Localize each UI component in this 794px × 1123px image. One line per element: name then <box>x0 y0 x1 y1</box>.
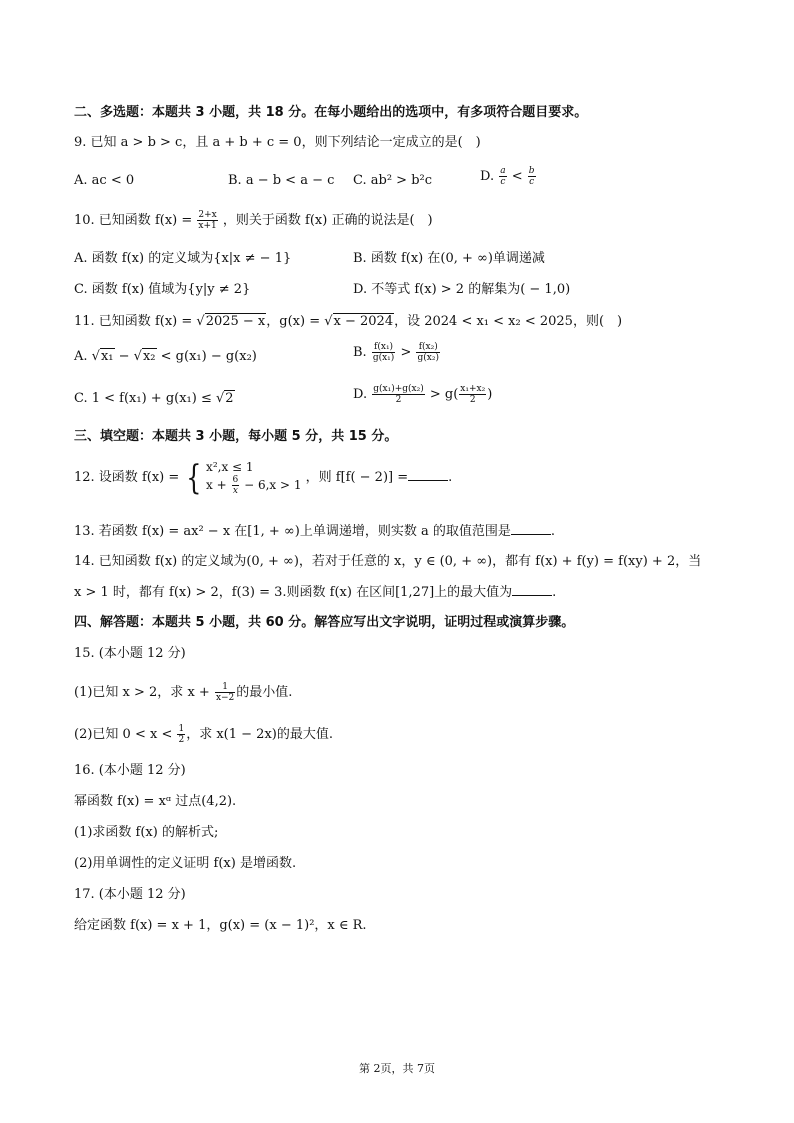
stem-text: . <box>552 585 557 600</box>
question-11-stem: 11. 已知函数 f(x) = √2025 − x，g(x) = √x − 2024，设 2024 < x₁ < x₂ < 2025，则( ) <box>74 314 623 329</box>
fraction <box>416 342 439 363</box>
question-11-option-c: C. 1 < f(x₁) + g(x₁) ≤ √2 <box>74 391 234 406</box>
fraction-denominator: x <box>232 486 238 496</box>
stem-text: ，求 x(1 − 2x)的最大值. <box>186 727 333 742</box>
question-15-part-1 <box>74 682 292 703</box>
answer-blank <box>511 522 551 535</box>
fraction-numerator: f(x₂) <box>416 342 439 353</box>
stem-text: 12. 设函数 f(x) = <box>74 470 180 485</box>
option-text: C. 1 < f(x₁) + g(x₁) ≤ <box>74 391 212 406</box>
stem-text: (2)已知 0 < x < <box>74 727 173 742</box>
option-d-label: D. <box>480 169 495 184</box>
question-9-option-a: A. ac < 0 <box>74 173 135 188</box>
fraction-denominator: g(x₁) <box>372 353 395 363</box>
fraction-numerator: 2+x <box>198 210 217 220</box>
fraction <box>459 384 486 405</box>
fraction <box>499 166 506 187</box>
operator: < <box>511 169 523 184</box>
section-multiple-choice-heading: 二、多选题：本题共 3 小题，共 18 分。在每小题给出的选项中，有多项符合题目要求。 <box>74 105 588 120</box>
sqrt-radicand: x₁ <box>100 349 114 364</box>
fraction-denominator: c <box>500 177 506 187</box>
question-11-option-d <box>353 384 492 405</box>
fraction-denominator: 2 <box>395 395 402 405</box>
fraction <box>197 210 217 231</box>
fraction-numerator: 1 <box>215 682 235 693</box>
stem-text: ，则关于函数 f(x) 正确的说法是( ) <box>222 213 433 228</box>
question-14-line-1: 14. 已知函数 f(x) 的定义域为(0, + ∞)，若对于任意的 x，y ∈ (0, + ∞)，都有 f(x) + f(y) = f(xy) + 2，当 <box>74 554 702 569</box>
sqrt-radicand: x − 2024 <box>333 314 394 329</box>
question-15-title: 15. (本小题 12 分) <box>74 646 186 661</box>
case-text: − 6,x > 1 <box>244 478 302 492</box>
fraction-numerator: a <box>500 166 506 176</box>
fraction-numerator: 1 <box>178 724 185 734</box>
fraction-denominator: c <box>529 177 535 187</box>
operator: ) <box>487 387 493 402</box>
option-d-label: D. <box>353 387 368 402</box>
case-1: x²,x ≤ 1 <box>206 460 254 474</box>
section-answer-heading: 四、解答题：本题共 5 小题，共 60 分。解答应写出文字说明，证明过程或演算步骤。 <box>74 615 575 630</box>
case-text: x + <box>206 478 227 492</box>
answer-blank <box>408 468 448 481</box>
left-brace: { <box>186 457 202 498</box>
fraction <box>215 682 235 703</box>
question-15-part-2 <box>74 724 333 745</box>
option-b-label: B. <box>353 345 367 360</box>
stem-text: . <box>550 524 555 539</box>
fraction <box>372 384 424 405</box>
stem-text: ，g(x) = <box>266 314 321 329</box>
question-10-option-b: B. 函数 f(x) 在(0, + ∞)单调递减 <box>353 251 545 266</box>
question-16-line-3: (2)用单调性的定义证明 f(x) 是增函数. <box>74 856 297 871</box>
question-11-option-b <box>353 342 441 363</box>
fraction-denominator: x+1 <box>198 221 217 231</box>
stem-text: 11. 已知函数 f(x) = <box>74 314 193 329</box>
stem-text: . <box>448 470 453 485</box>
stem-text: ，则 f[f( − 2)] = <box>305 470 409 485</box>
question-16-title: 16. (本小题 12 分) <box>74 763 186 778</box>
fraction-numerator: x₁+x₂ <box>460 384 486 394</box>
piecewise-cases <box>206 459 301 496</box>
fraction <box>372 342 395 363</box>
stem-text: ，设 2024 < x₁ < x₂ < 2025，则( ) <box>394 314 623 329</box>
question-14-line-2 <box>74 583 556 602</box>
question-17-line-1: 给定函数 f(x) = x + 1，g(x) = (x − 1)²，x ∈ R. <box>74 918 367 933</box>
question-17-title: 17. (本小题 12 分) <box>74 887 186 902</box>
case-2 <box>206 475 301 496</box>
answer-blank <box>512 583 552 596</box>
stem-text: 10. 已知函数 f(x) = <box>74 213 193 228</box>
sqrt-radicand: 2025 − x <box>205 314 266 329</box>
question-9-option-d <box>480 166 537 187</box>
fraction <box>177 724 185 745</box>
fraction-numerator: b <box>528 166 535 176</box>
question-16-line-1: 幂函数 f(x) = xᵅ 过点(4,2). <box>74 794 237 809</box>
stem-text: (1)已知 x > 2，求 x + <box>74 685 210 700</box>
page-footer: 第 2页，共 7页 <box>359 1062 435 1075</box>
section-fill-in-heading: 三、填空题：本题共 3 小题，每小题 5 分，共 15 分。 <box>74 429 398 444</box>
fraction-numerator: g(x₁)+g(x₂) <box>373 384 424 394</box>
fraction-numerator: 6 <box>232 475 239 485</box>
question-10-stem <box>74 210 433 231</box>
stem-text: x > 1 时，都有 f(x) > 2，f(3) = 3.则函数 f(x) 在区间[1,27]上的最大值为 <box>74 585 513 600</box>
stem-text: 13. 若函数 f(x) = ax² − x 在[1, + ∞)上单调递增，则实数 a 的取值范围是 <box>74 524 511 539</box>
fraction-numerator: f(x₁) <box>372 342 395 353</box>
sqrt-radicand: x₂ <box>142 349 156 364</box>
question-9-stem: 9. 已知 a > b > c，且 a + b + c = 0，则下列结论一定成立的是( ) <box>74 135 481 150</box>
question-16-line-2: (1)求函数 f(x) 的解析式; <box>74 825 219 840</box>
question-10-option-a: A. 函数 f(x) 的定义域为{x|x ≠ − 1} <box>74 251 292 266</box>
question-10-option-d: D. 不等式 f(x) > 2 的解集为( − 1,0) <box>353 282 571 297</box>
question-9-option-b: B. a − b < a − c <box>228 173 335 188</box>
option-text: < g(x₁) − g(x₂) <box>160 349 257 364</box>
fraction-denominator: 2 <box>178 735 185 745</box>
operator: > g( <box>429 387 459 402</box>
stem-text: 的最小值. <box>236 685 293 700</box>
option-a-label: A. <box>74 349 88 364</box>
question-13-stem <box>74 522 555 541</box>
question-11-option-a: A. √x₁ − √x₂ < g(x₁) − g(x₂) <box>74 349 257 364</box>
fraction <box>232 475 240 496</box>
sqrt-radicand: 2 <box>225 391 234 406</box>
fraction-denominator: 2 <box>469 395 476 405</box>
operator: > <box>400 345 412 360</box>
question-9-option-c: C. ab² > b²c <box>353 173 433 188</box>
fraction <box>528 166 536 187</box>
question-12-stem <box>74 459 452 496</box>
fraction-denominator: x−2 <box>215 693 235 703</box>
fraction-denominator: g(x₂) <box>417 353 439 363</box>
question-10-option-c: C. 函数 f(x) 值域为{y|y ≠ 2} <box>74 282 251 297</box>
operator: − <box>118 349 130 364</box>
